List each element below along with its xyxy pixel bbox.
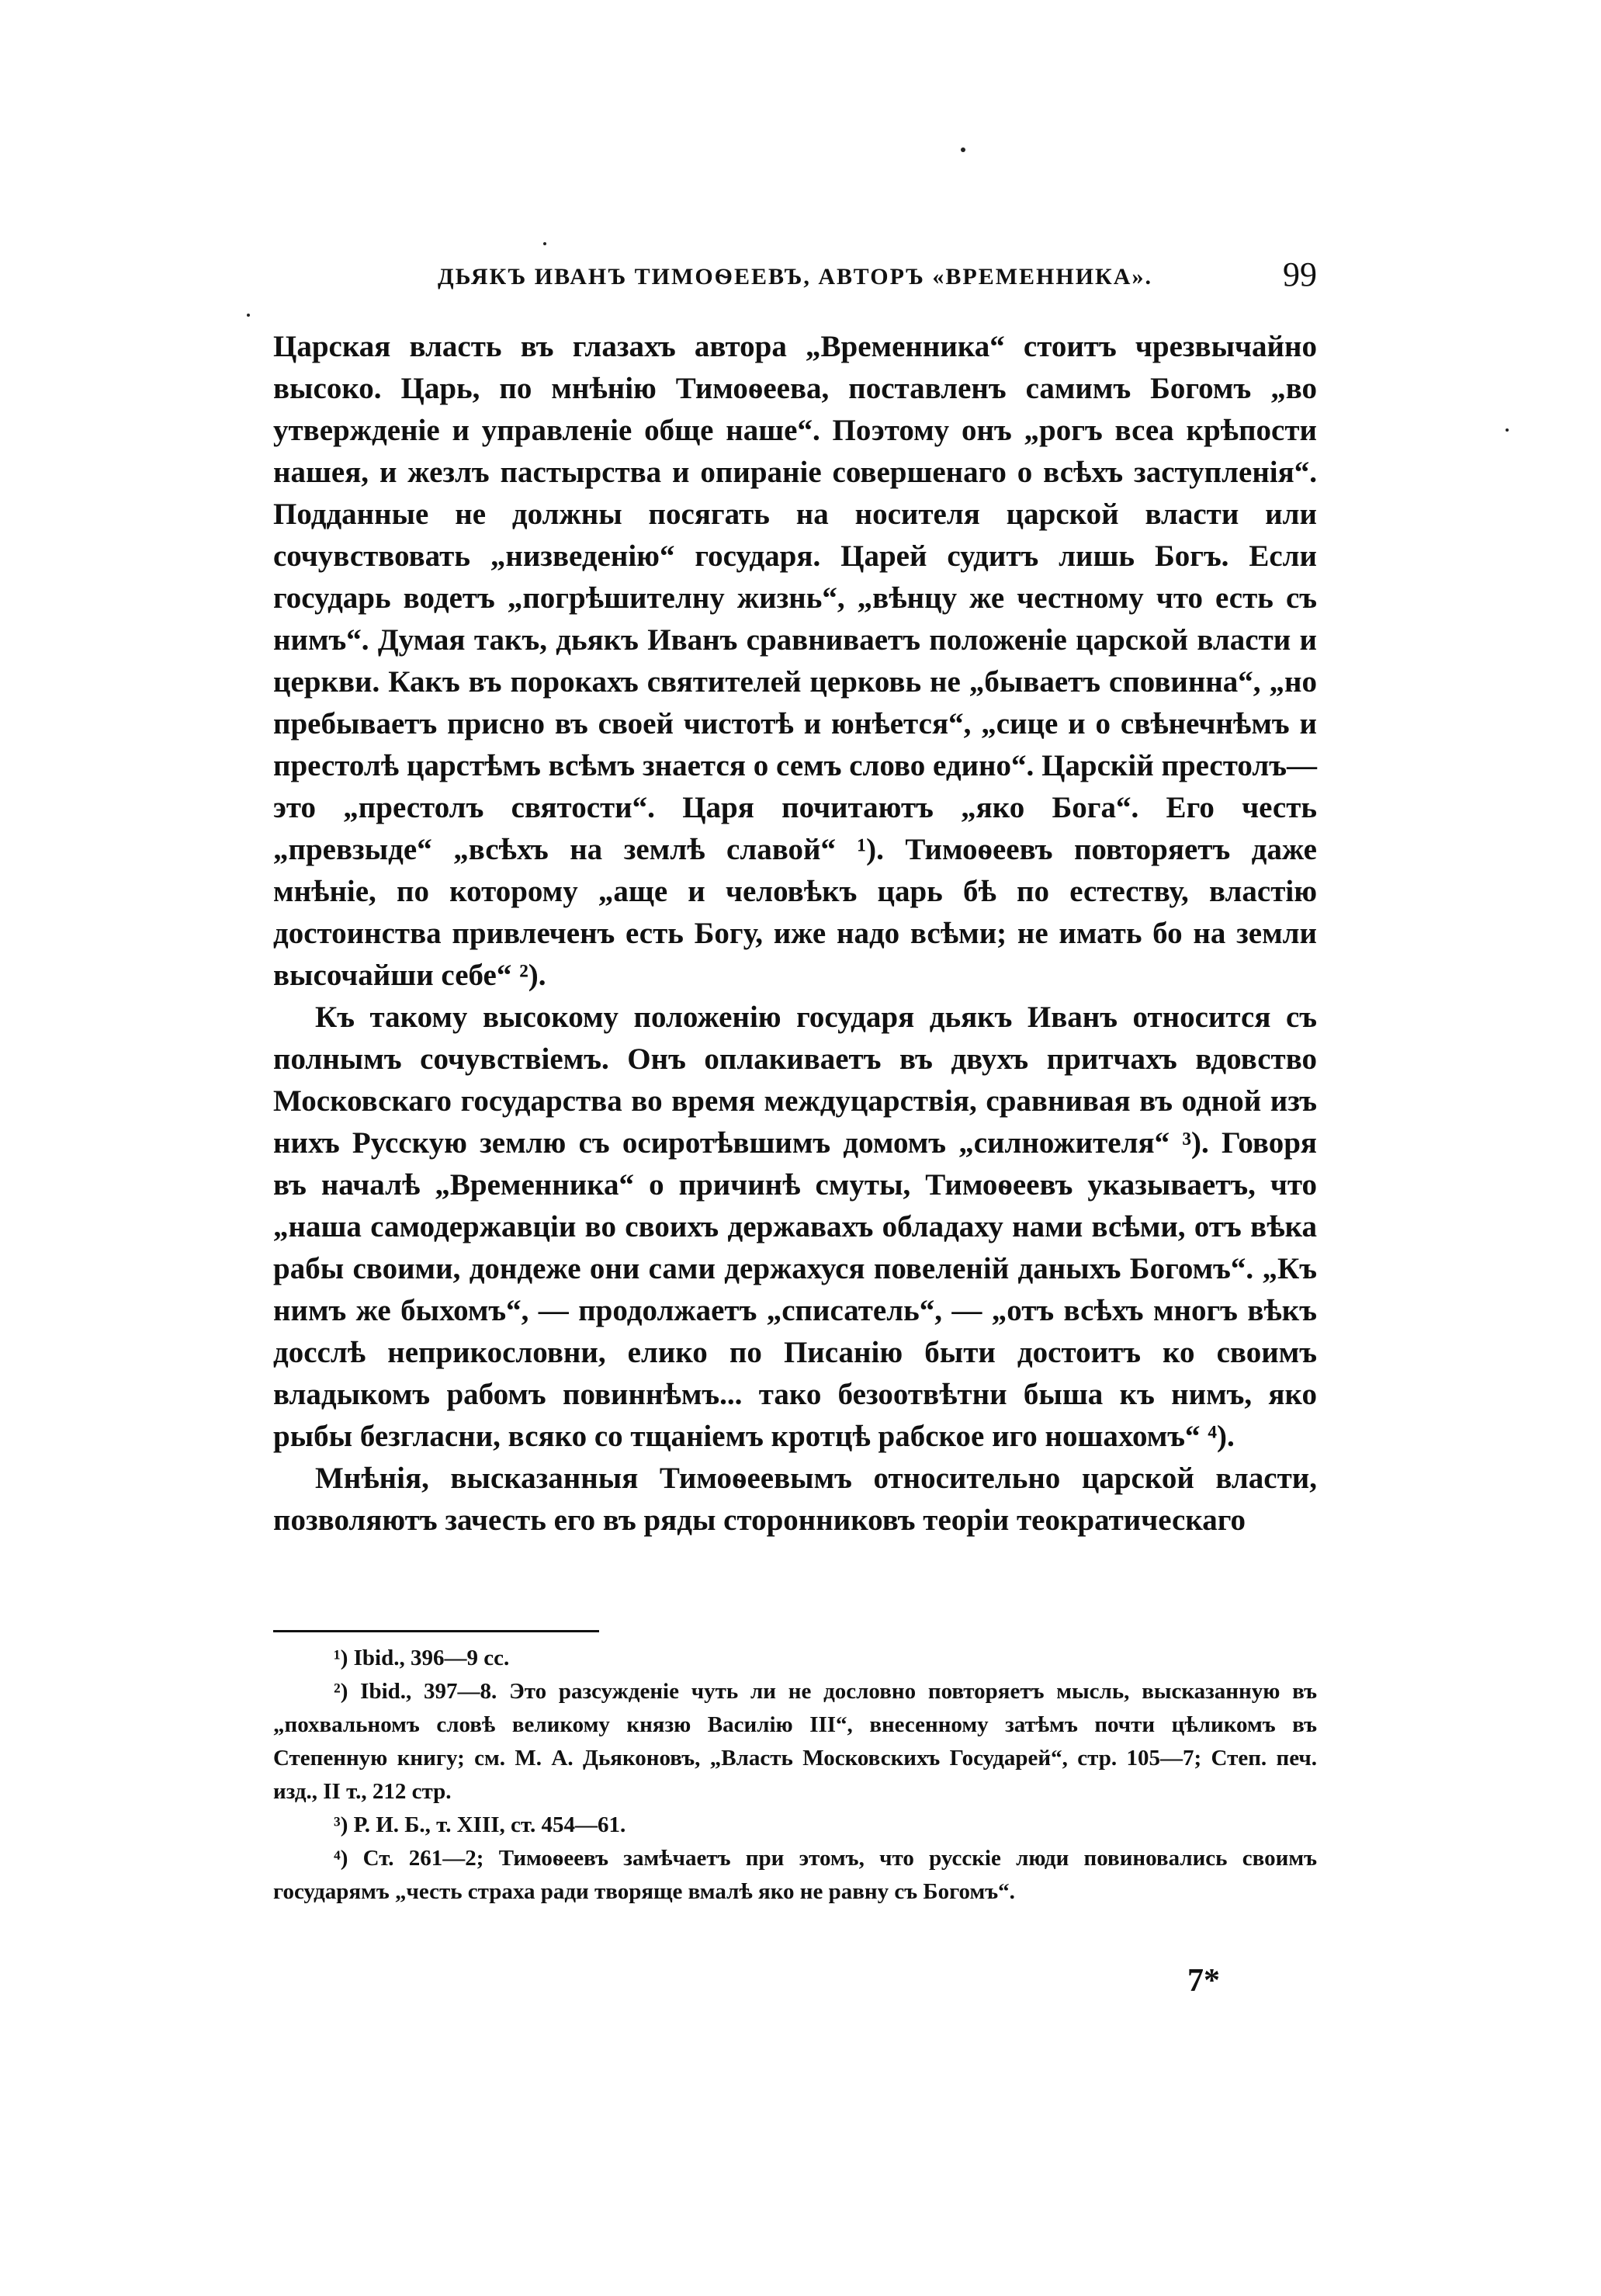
running-title: ДЬЯКЪ ИВАНЪ ТИМОѲЕЕВЪ, АВТОРЪ «ВРЕМЕННИКА». [438, 264, 1152, 290]
print-speck [1506, 428, 1509, 432]
print-speck [247, 314, 250, 317]
signature-mark: 7* [1187, 1963, 1220, 1999]
footnotes [273, 1642, 1317, 1909]
footnote-mark: ²) [334, 1679, 348, 1704]
footnote-text: Ibid., 396—9 сс. [353, 1646, 510, 1670]
paragraph: Мнѣнія, высказанныя Тимоѳеевымъ относительно царской власти, позволяютъ зачесть его въ ряды сторонниковъ теоріи теократическаго [273, 1462, 1317, 1537]
footnote-text: Р. И. Б., т. XIII, ст. 454—61. [353, 1812, 626, 1837]
footnote-mark: ¹) [334, 1646, 348, 1670]
footnote [273, 1675, 1317, 1809]
print-speck [961, 147, 965, 152]
footnote-text: Ст. 261—2; Тимоѳеевъ замѣчаетъ при этомъ, что русскіе люди повиновались своимъ государямъ „честь страха ради творяще вмалѣ яко не равну съ Богомъ“. [273, 1846, 1317, 1904]
footnote [273, 1842, 1317, 1909]
footnote-mark: ⁴) [334, 1846, 348, 1871]
footnote [273, 1642, 1317, 1675]
footnote-mark: ³) [334, 1812, 348, 1837]
body-text [273, 326, 1317, 1542]
footnote [273, 1809, 1317, 1842]
paragraph: Къ такому высокому положенію государя дьякъ Иванъ относится съ полнымъ сочувствіемъ. Онъ оплакиваетъ въ двухъ притчахъ вдовство Московскаго государства во время междуцарствія, сравнивая въ одной изъ нихъ Русскую землю съ осиротѣвшимъ домомъ „силножителя“ ³). Говоря въ началѣ „Временника“ о причинѣ смуты, Тимоѳеевъ указываетъ, что „наша самодержавціи во своихъ державахъ обладаху нами всѣми, отъ вѣка рабы своими, дондеже они сами держахуся повеленій даныхъ Богомъ“. „Къ нимъ же быхомъ“, — продолжаетъ „списатель“, — „отъ всѣхъ многъ вѣкъ досслѣ неприкословни, елико по Писанію быти достоитъ ко своимъ владыкомъ рабомъ повиннѣмъ... тако безоотвѣтни быша къ нимъ, яко рыбы безгласни, всяко со тщаніемъ кротцѣ рабское иго ношахомъ“ ⁴). [273, 1001, 1317, 1453]
page-number: 99 [1283, 255, 1317, 293]
page-header [273, 255, 1317, 297]
print-speck [543, 242, 546, 245]
footnote-text: Ibid., 397—8. Это разсужденіе чуть ли не дословно повторяетъ мысль, высказанную въ „похвальномъ словѣ великому князю Василію III“, внесенному затѣмъ почти цѣликомъ въ Степенную книгу; см. М. А. Дьяконовъ, „Власть Московскихъ Государей“, стр. 105—7; Степ. печ. изд., II т., 212 стр. [273, 1679, 1318, 1804]
paragraph: Царская власть въ глазахъ автора „Временника“ стоитъ чрезвычайно высоко. Царь, по мнѣнію Тимоѳеева, поставленъ самимъ Богомъ „во утвержденіе и управленіе обще наше“. Поэтому онъ „рогъ всеа крѣпости нашея, и жезлъ пастырства и опираніе совершенаго о всѣхъ заступленія“. Подданные не должны посягать на носителя царской власти или сочувствовать „низведенію“ государя. Царей судитъ лишь Богъ. Если государь водетъ „погрѣшителну жизнь“, „вѣнцу же честному что есть съ нимъ“. Думая такъ, дьякъ Иванъ сравниваетъ положеніе царской власти и церкви. Какъ въ порокахъ святителей церковь не „бываетъ сповинна“, „но пребываетъ присно въ своей чистотѣ и юнѣется“, „сице и о свѣнечнѣмъ и престолѣ царстѣмъ всѣмъ знается о семъ слово едино“. Царскій престолъ—это „престолъ святости“. Царя почитаютъ „яко Бога“. Его честь „превзыде“ „всѣхъ на землѣ славой“ ¹). Тимоѳеевъ повторяетъ даже мнѣніе, по которому „аще и человѣкъ царь бѣ по естеству, властію достоинства привлеченъ есть Богу, иже надо всѣми; не имать бо на земли высочайши себе“ ²). [273, 330, 1317, 992]
footnote-divider [273, 1630, 599, 1632]
